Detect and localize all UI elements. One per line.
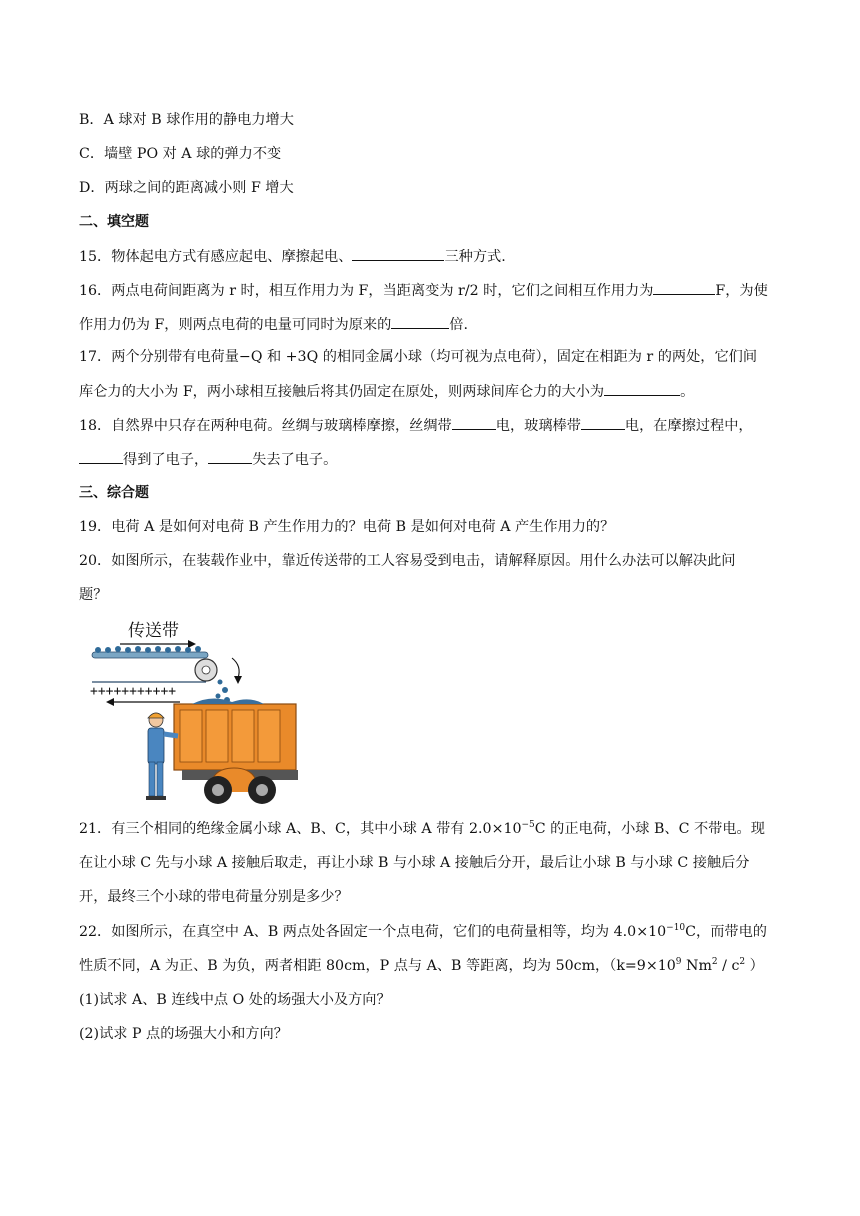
question-17-line2 bbox=[79, 381, 694, 402]
question-19: 19．电荷 A 是如何对电荷 B 产生作用力的？电荷 B 是如何对电荷 A 产生作用力的？ bbox=[79, 519, 615, 535]
figure-label: 传送带 bbox=[128, 621, 179, 641]
question-22-sub1: (1)试求 A、B 连线中点 O 处的场强大小及方向？ bbox=[79, 992, 391, 1008]
question-21-line2: 在让小球 C 先与小球 A 接触后取走，再让小球 B 与小球 A 接触后分开，最后让小球 B 与小球 C 接触后分 bbox=[79, 855, 750, 871]
worker-figure bbox=[146, 713, 178, 800]
q16-blank-2[interactable] bbox=[391, 314, 449, 329]
q15-blank[interactable] bbox=[352, 246, 444, 261]
q15-text-b: 三种方式. bbox=[444, 249, 506, 265]
q22-text-a: 22．如图所示，在真空中 A、B 两点处各固定一个点电荷，它们的电荷量相等，均为 bbox=[79, 924, 614, 940]
question-18-line2 bbox=[79, 449, 337, 470]
question-16-line2 bbox=[79, 314, 468, 335]
q18-text-c: 电，在摩擦过程中， bbox=[624, 418, 753, 434]
section-comprehensive-heading: 三、综合题 bbox=[79, 485, 149, 501]
q22-charge-exp: −10 bbox=[666, 923, 686, 933]
question-22-line1 bbox=[79, 922, 767, 942]
option-c: C．墙壁 PO 对 A 球的弹力不变 bbox=[79, 146, 282, 162]
q16-text-b: F，为使 bbox=[715, 283, 768, 299]
q16-blank-1[interactable] bbox=[653, 280, 715, 295]
q22-unit-exp2: 2 bbox=[739, 957, 746, 967]
q17-text-b: 。 bbox=[680, 384, 695, 400]
q18-blank-4[interactable] bbox=[208, 449, 252, 464]
q18-text-d: 得到了电子， bbox=[123, 452, 209, 468]
q18-blank-1[interactable] bbox=[452, 415, 496, 430]
q18-text-b: 电，玻璃棒带 bbox=[495, 418, 581, 434]
q16-text-c: 作用力仍为 F，则两点电荷的电量可同时为原来的 bbox=[79, 317, 392, 333]
question-20-line2: 题？ bbox=[79, 587, 108, 603]
q18-text-e: 失去了电子。 bbox=[252, 452, 338, 468]
question-22-sub2: (2)试求 P 点的场强大小和方向？ bbox=[79, 1026, 288, 1042]
question-16-line1 bbox=[79, 280, 768, 301]
section-fill-heading: 二、填空题 bbox=[79, 214, 149, 230]
q17-blank[interactable] bbox=[604, 381, 680, 396]
q16-text-a: 16．两点电荷间距离为 r 时，相互作用力为 F，当距离变为 r/2 时，它们之间相互作用力为 bbox=[79, 283, 654, 299]
conveyor-belt-upper bbox=[92, 652, 208, 658]
q21-charge-exp: −5 bbox=[521, 820, 535, 830]
conveyor-truck-figure bbox=[84, 616, 300, 810]
q22-unit-c: ） bbox=[745, 958, 764, 974]
q22-unit-b: / c bbox=[717, 958, 740, 974]
q17-text-a: 库仑力的大小为 F，两小球相互接触后将其仍固定在原处，则两球间库仑力的大小为 bbox=[79, 384, 605, 400]
q21-text-a: 21．有三个相同的绝缘金属小球 A、B、C，其中小球 A 带有 bbox=[79, 821, 469, 837]
q22-k-exp: 9 bbox=[675, 957, 682, 967]
q18-text-a: 18．自然界中只存在两种电荷。丝绸与玻璃棒摩擦，丝绸带 bbox=[79, 418, 452, 434]
option-d: D．两球之间的距离减小则 F 增大 bbox=[79, 180, 294, 196]
option-b: B．A 球对 B 球作用的静电力增大 bbox=[79, 112, 294, 128]
q22-text-b: C，而带电的 bbox=[685, 924, 767, 940]
q18-blank-3[interactable] bbox=[79, 449, 123, 464]
q18-blank-2[interactable] bbox=[581, 415, 625, 430]
q22-charge-value bbox=[614, 924, 686, 940]
question-21-line1 bbox=[79, 819, 765, 839]
q22-unit-a: Nm bbox=[681, 958, 712, 974]
question-21-line3: 开，最终三个小球的带电荷量分别是多少？ bbox=[79, 889, 349, 905]
q22-text-c: 性质不同，A 为正、B 为负，两者相距 80cm，P 点与 A、B 等距离，均为 50cm，（k=9×10 bbox=[79, 958, 676, 974]
q21-text-b: C 的正电荷，小球 B、C 不带电。现 bbox=[534, 821, 765, 837]
question-22-line2 bbox=[79, 956, 764, 976]
question-20-line1: 20．如图所示，在装载作业中，靠近传送带的工人容易受到电击，请解释原因。用什么办法可以解决此问 bbox=[79, 553, 736, 569]
q22-unit-exp1: 2 bbox=[711, 957, 718, 967]
charge-signs: +++++++++++ bbox=[90, 684, 177, 699]
question-17-line1: 17．两个分别带有电荷量−Q 和 +3Q 的相同金属小球（均可视为点电荷），固定在相距为 r 的两处，它们间 bbox=[79, 349, 758, 365]
q16-text-d: 倍. bbox=[449, 317, 468, 333]
q21-charge-base: 2.0×10 bbox=[469, 821, 522, 837]
q15-text-a: 15．物体起电方式有感应起电、摩擦起电、 bbox=[79, 249, 353, 265]
question-15 bbox=[79, 246, 506, 267]
q21-charge-value bbox=[469, 821, 535, 837]
q22-charge-base: 4.0×10 bbox=[613, 924, 667, 940]
rotation-arrow bbox=[232, 658, 239, 678]
question-18-line1 bbox=[79, 415, 753, 436]
